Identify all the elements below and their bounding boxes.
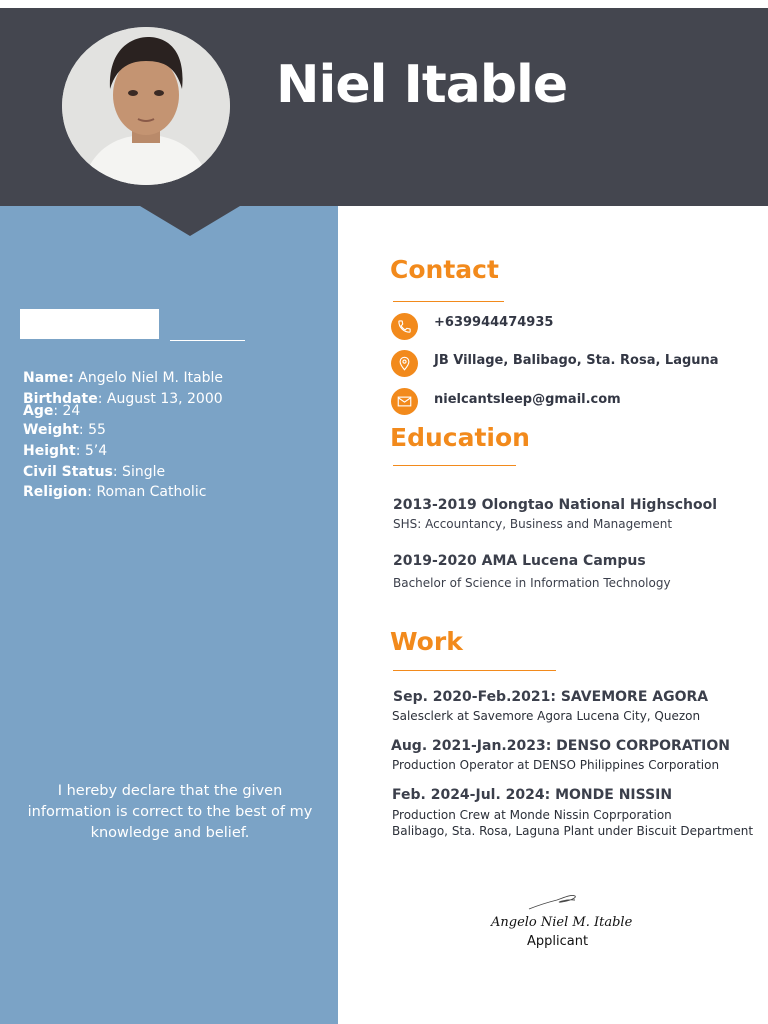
work-item-heading: Sep. 2020-Feb.2021: SAVEMORE AGORA — [393, 689, 709, 705]
info-religion-label: Religion — [23, 484, 88, 500]
info-religion-value: : Roman Catholic — [87, 484, 207, 500]
education-item-detail: SHS: Accountancy, Business and Management — [393, 517, 673, 531]
applicant-name-title: Niel Itable — [276, 55, 568, 115]
education-item-heading: 2019-2020 AMA Lucena Campus — [393, 553, 646, 569]
contact-underline — [393, 301, 504, 302]
work-item-detail: Production Operator at DENSO Philippines Corporation — [392, 758, 720, 772]
education-underline — [393, 465, 516, 466]
info-weight-value: : 55 — [78, 422, 106, 438]
info-birthdate-label: Birthdate — [23, 391, 98, 407]
info-civil-status — [23, 464, 165, 480]
info-civil-value: : Single — [112, 464, 166, 480]
contact-phone: +639944474935 — [434, 315, 554, 330]
envelope-icon — [391, 388, 418, 415]
info-age — [23, 403, 80, 419]
work-item-detail: Salesclerk at Savemore Agora Lucena City, Quezon — [392, 709, 701, 723]
education-heading: Education — [390, 423, 530, 452]
info-height-label: Height — [23, 443, 76, 459]
work-item-detail: Production Crew at Monde Nissin Coprporation — [392, 808, 672, 822]
signature-role: Applicant — [527, 934, 589, 949]
info-height — [23, 443, 107, 459]
education-item-detail: Bachelor of Science in Information Technology — [393, 576, 671, 590]
info-birthdate-value: : August 13, 2000 — [97, 391, 223, 407]
declaration-text: I hereby declare that the given information is correct to the best of my knowledge and belief. — [27, 783, 313, 841]
info-civil-label: Civil Status — [23, 464, 113, 480]
contact-heading: Contact — [390, 255, 499, 284]
info-name-value: Angelo Niel M. Itable — [73, 370, 224, 386]
top-margin — [0, 0, 768, 8]
info-age-label: Age — [23, 403, 54, 419]
signature-scribble — [525, 890, 581, 912]
profile-photo — [62, 27, 230, 185]
work-item-heading: Feb. 2024-Jul. 2024: MONDE NISSIN — [392, 787, 673, 803]
info-weight-label: Weight — [23, 422, 79, 438]
blank-label-box — [20, 309, 159, 339]
contact-address: JB Village, Balibago, Sta. Rosa, Laguna — [434, 353, 719, 368]
info-religion — [23, 484, 206, 500]
phone-icon — [391, 313, 418, 340]
work-underline — [393, 670, 556, 671]
info-weight — [23, 422, 106, 438]
work-item-detail: Balibago, Sta. Rosa, Laguna Plant under Biscuit Department — [392, 824, 754, 838]
signature-name: Angelo Niel M. Itable — [491, 915, 633, 930]
blank-underline — [170, 340, 245, 341]
education-item-heading: 2013-2019 Olongtao National Highschool — [393, 497, 718, 513]
work-item-heading: Aug. 2021-Jan.2023: DENSO CORPORATION — [391, 738, 730, 754]
location-pin-icon — [391, 350, 418, 377]
work-heading: Work — [390, 627, 463, 656]
header-pointer — [140, 206, 240, 236]
info-name-label: Name: — [23, 370, 74, 386]
info-age-value: : 24 — [53, 403, 81, 419]
contact-email: nielcantsleep@gmail.com — [434, 392, 621, 407]
info-name — [23, 370, 223, 386]
info-height-value: : 5’4 — [75, 443, 108, 459]
